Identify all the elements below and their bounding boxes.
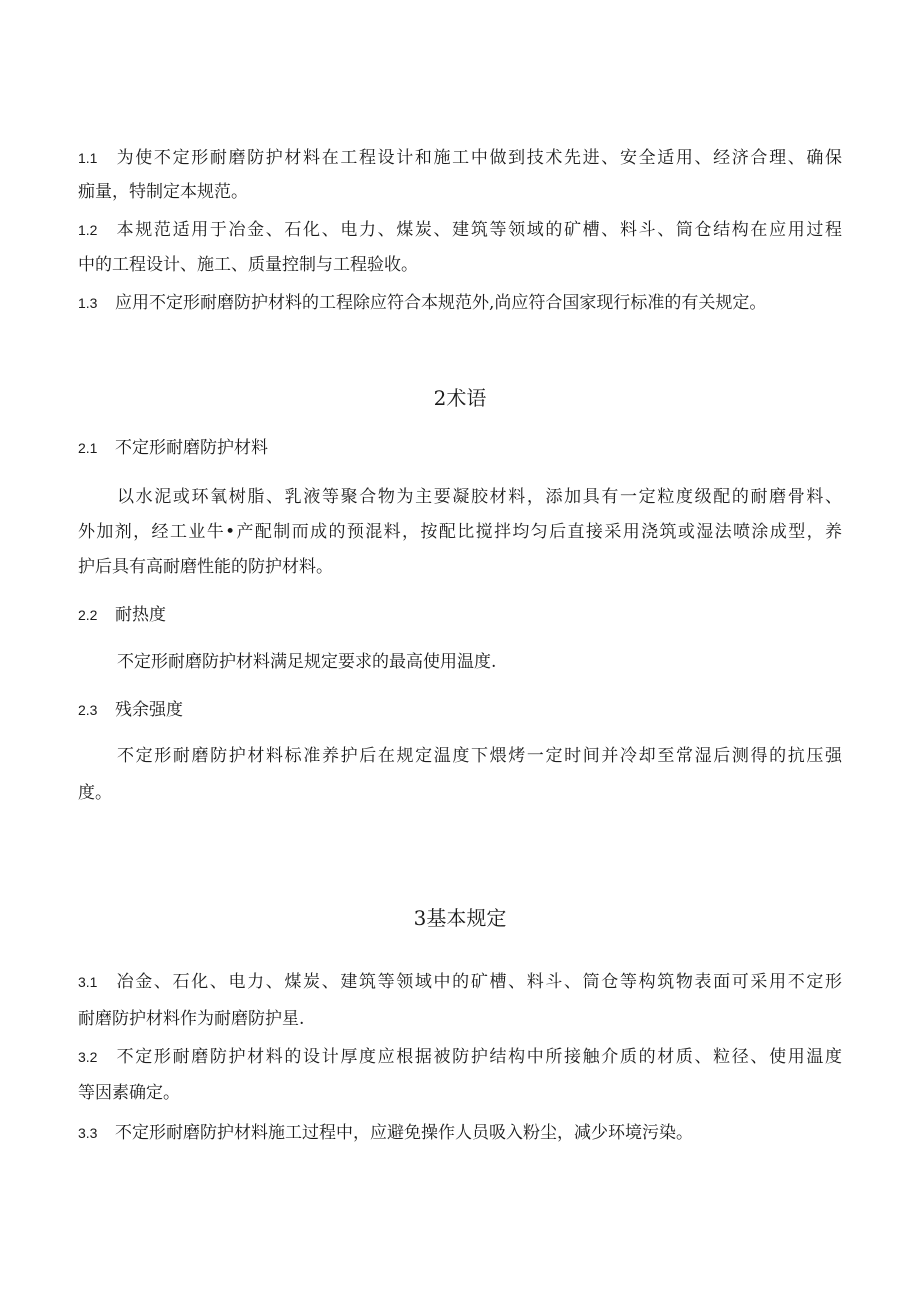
- term-2-1-def-line3: 护后具有高耐磨性能的防护材料。: [78, 557, 333, 577]
- term-number: 2.1: [78, 440, 98, 456]
- clause-text: 为使不定形耐磨防护材料在工程设计和施工中做到技术先进、安全适用、经济合理、确保: [115, 148, 842, 168]
- section-3-heading: 3基本规定: [413, 906, 507, 930]
- term-2-1-def-line1: 以水泥或环氧树脂、乳液等聚合物为主要凝胶材料，添加具有一定粒度级配的耐磨骨料、: [117, 487, 842, 507]
- term-2-1-title: [78, 437, 842, 459]
- clause-number: 1.2: [78, 222, 98, 238]
- clause-3-2-line2: 等因素确定。: [78, 1083, 180, 1103]
- clause-1-2-line1: [78, 219, 842, 241]
- clause-text: 本规范适用于冶金、石化、电力、煤炭、建筑等领域的矿槽、料斗、筒仓结构在应用过程: [115, 220, 842, 240]
- clause-number: 1.1: [78, 150, 98, 166]
- section-2-heading: 2术语: [433, 386, 487, 410]
- clause-number: 3.2: [78, 1049, 98, 1065]
- term-2-3-def-line1: 不定形耐磨防护材料标准养护后在规定温度下煨烤一定时间并冷却至常湿后测得的抗压强: [117, 746, 842, 766]
- clause-1-1-line2: 痂量，特制定本规范。: [78, 182, 248, 202]
- clause-text: 应用不定形耐磨防护材料的工程除应符合本规范外,尚应符合国家现行标准的有关规定。: [115, 293, 767, 313]
- clause-3-3: [78, 1122, 842, 1144]
- term-2-2-def: 不定形耐磨防护材料满足规定要求的最高使用温度.: [117, 652, 497, 672]
- clause-1-3: [78, 292, 842, 314]
- clause-1-2-line2: 中的工程设计、施工、质量控制与工程验收。: [78, 255, 418, 275]
- term-title: 耐热度: [115, 605, 166, 625]
- clause-3-1-line2: 耐磨防护材料作为耐磨防护星.: [78, 1009, 305, 1029]
- term-number: 2.3: [78, 702, 98, 718]
- clause-number: 1.3: [78, 295, 98, 311]
- clause-3-2-line1: [78, 1046, 842, 1068]
- term-number: 2.2: [78, 607, 98, 623]
- term-2-2-title: [78, 604, 842, 626]
- clause-text: 不定形耐磨防护材料施工过程中，应避免操作人员吸入粉尘，减少环境污染。: [115, 1123, 693, 1143]
- clause-text: 不定形耐磨防护材料的设计厚度应根据被防护结构中所接触介质的材质、粒径、使用温度: [115, 1047, 842, 1067]
- term-2-3-title: [78, 699, 842, 721]
- clause-number: 3.1: [78, 974, 98, 990]
- clause-3-1-line1: [78, 971, 842, 993]
- term-2-3-def-line2: 度。: [78, 783, 112, 803]
- clause-number: 3.3: [78, 1125, 98, 1141]
- clause-text: 冶金、石化、电力、煤炭、建筑等领域中的矿槽、料斗、筒仓等构筑物表面可采用不定形: [115, 972, 842, 992]
- term-title: 残余强度: [115, 700, 183, 720]
- term-2-1-def-line2: 外加剂，经工业牛•产配制而成的预混料，按配比搅拌均匀后直接采用浇筑或湿法喷涂成型，养: [78, 522, 842, 542]
- clause-1-1-line1: [78, 147, 842, 169]
- term-title: 不定形耐磨防护材料: [115, 438, 268, 458]
